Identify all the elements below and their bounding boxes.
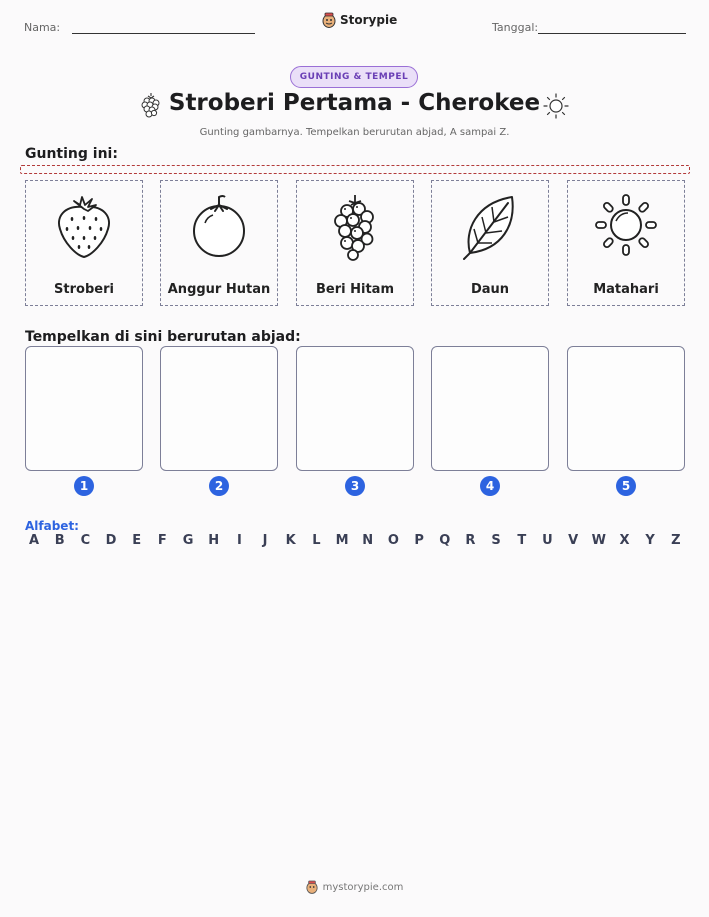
alphabet-letter: X bbox=[619, 533, 630, 548]
alphabet-letter: Q bbox=[439, 533, 451, 548]
activity-badge: GUNTING & TEMPEL bbox=[290, 66, 418, 88]
alphabet-letter: N bbox=[362, 533, 374, 548]
slot-number-1: 1 bbox=[74, 476, 94, 496]
alphabet-letter: I bbox=[236, 533, 242, 548]
alphabet-letter: V bbox=[568, 533, 579, 548]
slot-number-4: 4 bbox=[480, 476, 500, 496]
alphabet-letter: E bbox=[132, 533, 142, 548]
alphabet-letter: L bbox=[312, 533, 321, 548]
alphabet-letter: R bbox=[465, 533, 476, 548]
date-label: Tanggal: bbox=[492, 21, 539, 34]
alphabet-letter: M bbox=[335, 533, 349, 548]
blackberry-icon bbox=[323, 191, 387, 261]
paste-slot-1[interactable] bbox=[25, 346, 143, 471]
storypie-mascot-icon bbox=[322, 12, 336, 28]
alphabet-letter: P bbox=[414, 533, 424, 548]
card-label: Matahari bbox=[593, 282, 659, 297]
cut-guide-line bbox=[20, 165, 690, 174]
footer-url[interactable]: mystorypie.com bbox=[322, 881, 404, 893]
paste-slot-4[interactable] bbox=[431, 346, 549, 471]
slot-number-2: 2 bbox=[209, 476, 229, 496]
alphabet-letter: H bbox=[208, 533, 220, 548]
name-line bbox=[72, 33, 255, 34]
alphabet-letter: T bbox=[517, 533, 527, 548]
alphabet-letter: U bbox=[542, 533, 553, 548]
page-title: Stroberi Pertama - Cherokee bbox=[168, 90, 541, 116]
alphabet-letter: A bbox=[28, 533, 40, 548]
tomato-icon bbox=[187, 191, 251, 261]
alphabet-letter: O bbox=[387, 533, 399, 548]
brand-name: Storypie bbox=[340, 13, 398, 27]
paste-slot-5[interactable] bbox=[567, 346, 685, 471]
card-label: Stroberi bbox=[54, 282, 114, 297]
cut-card-blackberry[interactable] bbox=[296, 180, 414, 306]
date-line bbox=[538, 33, 686, 34]
cut-heading: Gunting ini: bbox=[25, 146, 118, 162]
instructions: Gunting gambarnya. Tempelkan berurutan abjad, A sampai Z. bbox=[199, 127, 510, 138]
cut-card-wild-grape[interactable] bbox=[160, 180, 278, 306]
paste-slot-3[interactable] bbox=[296, 346, 414, 471]
leaf-icon bbox=[458, 191, 522, 261]
slot-number-3: 3 bbox=[345, 476, 365, 496]
alphabet-letter: K bbox=[285, 533, 296, 548]
card-label: Anggur Hutan bbox=[167, 282, 271, 297]
sun-icon bbox=[594, 191, 658, 261]
alphabet-letter: S bbox=[491, 533, 501, 548]
footer bbox=[0, 880, 709, 894]
brand-logo bbox=[322, 12, 397, 28]
cut-card-strawberry[interactable] bbox=[25, 180, 143, 306]
alphabet-letter: B bbox=[54, 533, 65, 548]
alphabet-letter: D bbox=[105, 533, 117, 548]
sun-icon bbox=[542, 92, 570, 120]
alphabet-row bbox=[25, 533, 685, 548]
alphabet-letter: F bbox=[157, 533, 167, 548]
alphabet-letter: Z bbox=[671, 533, 681, 548]
cut-card-leaf[interactable] bbox=[431, 180, 549, 306]
alphabet-letter: J bbox=[262, 533, 268, 548]
alphabet-letter: C bbox=[80, 533, 91, 548]
alphabet-letter: Y bbox=[645, 533, 655, 548]
card-label: Daun bbox=[470, 282, 510, 297]
card-label: Beri Hitam bbox=[316, 282, 394, 297]
strawberry-icon bbox=[52, 191, 116, 261]
name-label: Nama: bbox=[24, 21, 61, 34]
alphabet-letter: G bbox=[182, 533, 194, 548]
alphabet-heading: Alfabet: bbox=[25, 519, 79, 533]
cut-card-sun[interactable] bbox=[567, 180, 685, 306]
paste-slot-2[interactable] bbox=[160, 346, 278, 471]
storypie-mascot-icon bbox=[306, 880, 318, 894]
paste-heading: Tempelkan di sini berurutan abjad: bbox=[25, 329, 301, 345]
alphabet-letter: W bbox=[591, 533, 606, 548]
slot-number-5: 5 bbox=[616, 476, 636, 496]
